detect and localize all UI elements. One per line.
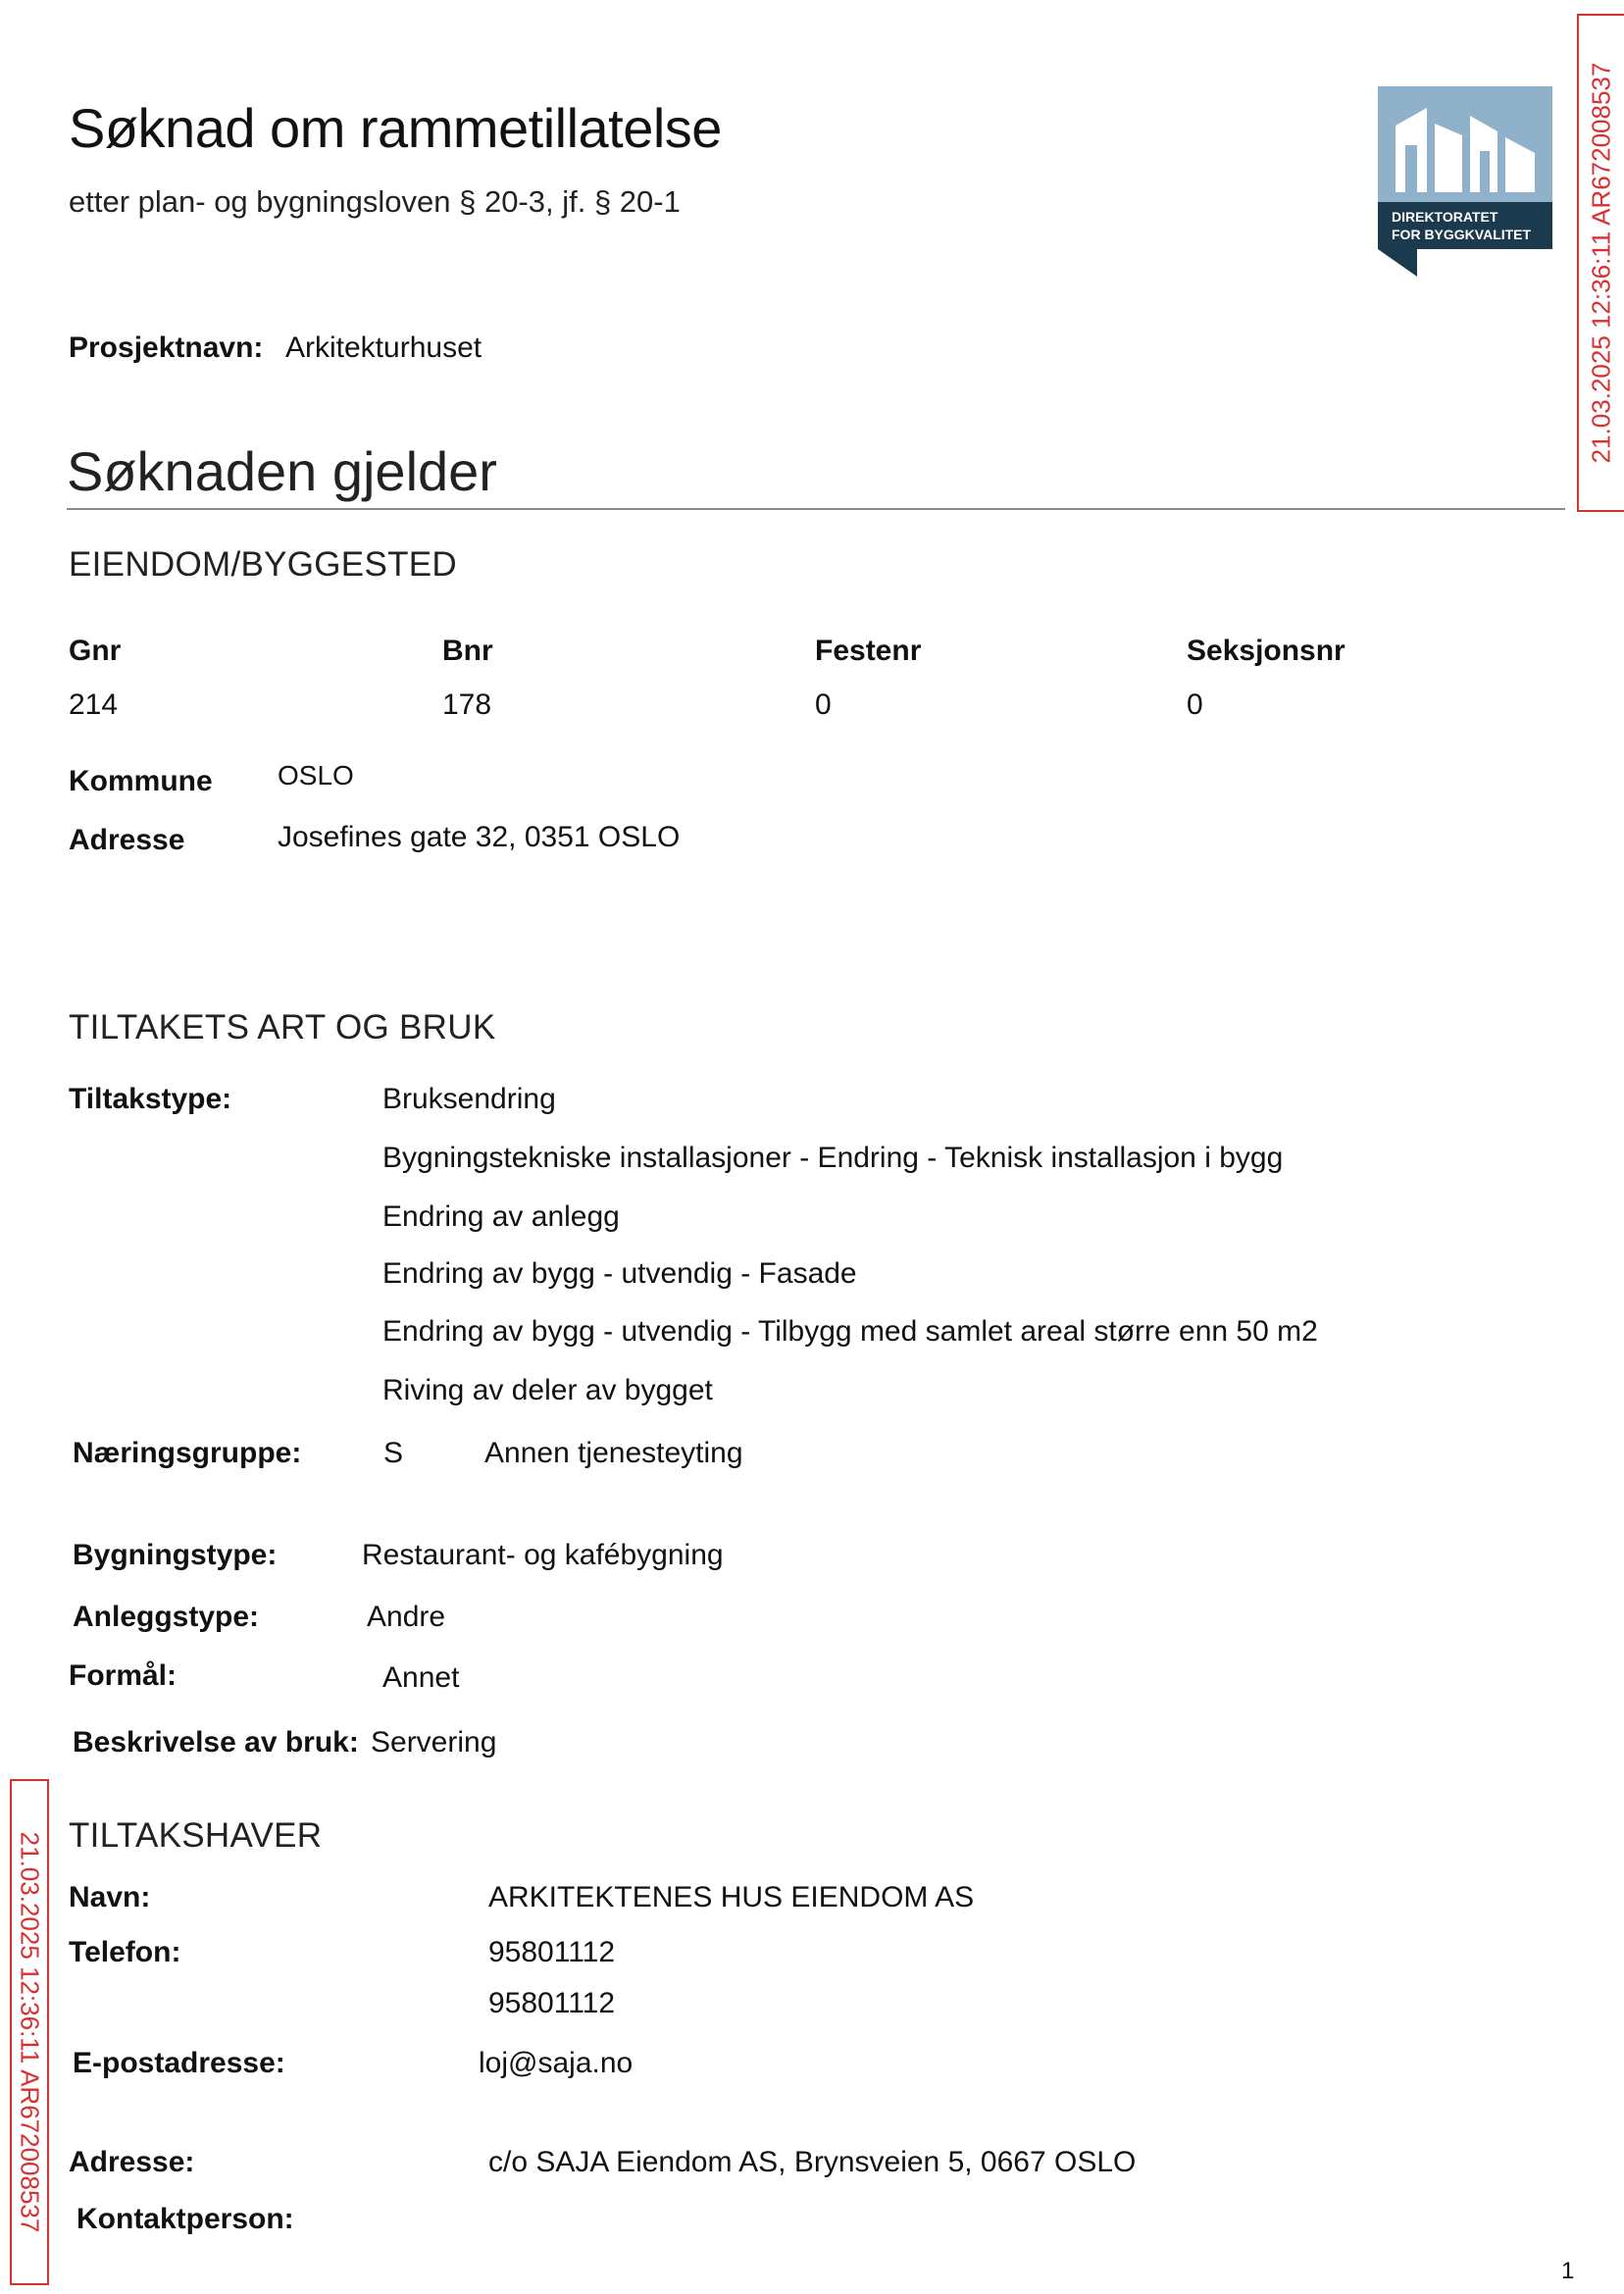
measure-type-item: Riving av deler av bygget — [382, 1374, 713, 1406]
owner-phone-label: Telefon: — [69, 1936, 181, 1968]
measure-type-item: Endring av anlegg — [382, 1200, 620, 1233]
heading-divider — [67, 508, 1565, 510]
measure-type-item: Bygningstekniske installasjoner - Endring - Teknisk installasjon i bygg — [382, 1142, 1284, 1174]
gnr-label: Gnr — [69, 635, 122, 667]
owner-heading: TILTAKSHAVER — [69, 1816, 323, 1855]
seksjonsnr-label: Seksjonsnr — [1187, 635, 1345, 667]
building-type-label: Bygningstype: — [73, 1539, 278, 1571]
industry-name: Annen tjenesteyting — [484, 1437, 743, 1469]
stamp-top — [1577, 14, 1624, 512]
kommune-value: OSLO — [278, 760, 354, 790]
adresse-label: Adresse — [69, 824, 185, 856]
owner-phone-value-1: 95801112 — [488, 1936, 616, 1968]
building-type-value: Restaurant- og kafébygning — [362, 1539, 724, 1571]
page-number: 1 — [1561, 2258, 1575, 2284]
stamp-top-text: 21.03.2025 12:36:11 AR672008537 — [1586, 62, 1616, 464]
adresse-value: Josefines gate 32, 0351 OSLO — [278, 821, 681, 853]
logo-text-line2: FOR BYGGKVALITET — [1392, 227, 1532, 242]
dibk-logo-graphic — [1378, 86, 1552, 277]
document-title: Søknad om rammetillatelse — [69, 97, 722, 159]
measure-type-item: Endring av bygg - utvendig - Fasade — [382, 1257, 857, 1290]
owner-contact-label: Kontaktperson: — [76, 2203, 294, 2235]
stamp-bottom — [10, 1779, 49, 2285]
use-description-value: Servering — [371, 1726, 497, 1759]
logo-text-line1: DIREKTORATET — [1392, 209, 1498, 225]
facility-type-label: Anleggstype: — [73, 1601, 260, 1633]
gnr-value: 214 — [69, 688, 119, 721]
measure-type-label: Tiltakstype: — [69, 1083, 232, 1115]
owner-address-value: c/o SAJA Eiendom AS, Brynsveien 5, 0667 OSLO — [488, 2146, 1137, 2178]
owner-email-label: E-postadresse: — [73, 2047, 285, 2079]
industry-code: S — [383, 1437, 404, 1469]
facility-type-value: Andre — [367, 1601, 446, 1633]
owner-name-value: ARKITEKTENES HUS EIENDOM AS — [488, 1881, 975, 1913]
use-description-label: Beskrivelse av bruk: — [73, 1726, 359, 1759]
bnr-value: 178 — [442, 688, 492, 721]
stamp-bottom-text: 21.03.2025 12:36:11 AR672008537 — [15, 1831, 45, 2233]
dibk-logo — [1378, 86, 1552, 277]
festenr-value: 0 — [815, 688, 832, 721]
owner-phone-value-2: 95801112 — [488, 1987, 616, 2019]
document-subtitle: etter plan- og bygningsloven § 20-3, jf. § 20-1 — [69, 184, 681, 219]
project-value: Arkitekturhuset — [285, 331, 482, 364]
festenr-label: Festenr — [815, 635, 922, 667]
purpose-value: Annet — [382, 1661, 460, 1694]
industry-label: Næringsgruppe: — [73, 1437, 302, 1469]
property-heading: EIENDOM/BYGGESTED — [69, 545, 457, 584]
measure-type-item: Bruksendring — [382, 1083, 556, 1115]
applies-heading: Søknaden gjelder — [67, 440, 497, 502]
measure-type-item: Endring av bygg - utvendig - Tilbygg med samlet areal større enn 50 m2 — [382, 1315, 1318, 1348]
owner-name-label: Navn: — [69, 1881, 151, 1913]
project-label: Prosjektnavn: — [69, 331, 264, 364]
bnr-label: Bnr — [442, 635, 493, 667]
purpose-label: Formål: — [69, 1659, 178, 1692]
owner-email-value: loj@saja.no — [479, 2047, 634, 2079]
measure-heading: TILTAKETS ART OG BRUK — [69, 1008, 496, 1046]
owner-address-label: Adresse: — [69, 2146, 195, 2178]
kommune-label: Kommune — [69, 765, 213, 797]
seksjonsnr-value: 0 — [1187, 688, 1203, 721]
